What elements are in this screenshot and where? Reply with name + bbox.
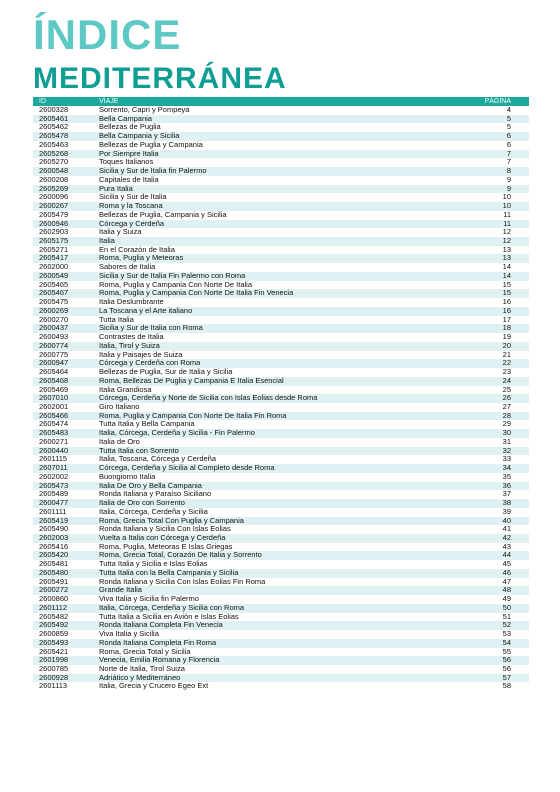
index-table	[33, 97, 529, 691]
cell-id: 2602000	[33, 263, 93, 272]
table-row	[33, 333, 529, 342]
cell-viaje: Capitales de Italia	[93, 176, 449, 185]
table-header	[33, 97, 529, 106]
table-row	[33, 289, 529, 298]
cell-id: 2605271	[33, 246, 93, 255]
cell-viaje: Ronda Italiana Completa Fin Roma	[93, 639, 449, 648]
cell-viaje: Ronda Italiana y Paraíso Siciliano	[93, 490, 449, 499]
cell-pagina: 14	[449, 272, 529, 281]
table-row	[33, 648, 529, 657]
cell-pagina: 17	[449, 316, 529, 325]
cell-pagina: 41	[449, 525, 529, 534]
table-row	[33, 403, 529, 412]
cell-viaje: Roma, Puglia y Campania Con Norte De Italia Fin Venecia	[93, 289, 449, 298]
table-row	[33, 106, 529, 115]
cell-pagina: 47	[449, 578, 529, 587]
cell-id: 2605462	[33, 123, 93, 132]
table-row	[33, 578, 529, 587]
cell-id: 2605270	[33, 158, 93, 167]
cell-id: 2605465	[33, 281, 93, 290]
cell-pagina: 5	[449, 123, 529, 132]
table-row	[33, 351, 529, 360]
cell-id: 2605489	[33, 490, 93, 499]
cell-pagina: 53	[449, 630, 529, 639]
cell-pagina: 30	[449, 429, 529, 438]
cell-viaje: Italia Deslumbrante	[93, 298, 449, 307]
cell-id: 2600774	[33, 342, 93, 351]
cell-pagina: 28	[449, 412, 529, 421]
cell-pagina: 35	[449, 473, 529, 482]
table-row	[33, 560, 529, 569]
cell-pagina: 33	[449, 455, 529, 464]
cell-id: 2600860	[33, 595, 93, 604]
table-row	[33, 447, 529, 456]
cell-pagina: 34	[449, 464, 529, 473]
cell-viaje: Venecia, Emilia Romana y Florencia	[93, 656, 449, 665]
cell-viaje: Sorrento, Capri y Pompeya	[93, 106, 449, 115]
table-row	[33, 482, 529, 491]
table-row	[33, 420, 529, 429]
cell-id: 2605269	[33, 185, 93, 194]
cell-pagina: 29	[449, 420, 529, 429]
cell-id: 2605479	[33, 211, 93, 220]
cell-pagina: 13	[449, 246, 529, 255]
table-row	[33, 490, 529, 499]
table-row	[33, 211, 529, 220]
table-row	[33, 141, 529, 150]
cell-id: 2600493	[33, 333, 93, 342]
cell-id: 2600775	[33, 351, 93, 360]
table-row	[33, 123, 529, 132]
cell-pagina: 20	[449, 342, 529, 351]
cell-pagina: 13	[449, 254, 529, 263]
cell-pagina: 48	[449, 586, 529, 595]
cell-pagina: 32	[449, 447, 529, 456]
cell-viaje: Bellezas de Puglia	[93, 123, 449, 132]
cell-id: 2600437	[33, 324, 93, 333]
cell-viaje: Grande Italia	[93, 586, 449, 595]
cell-id: 2605175	[33, 237, 93, 246]
table-row	[33, 298, 529, 307]
cell-id: 2605491	[33, 578, 93, 587]
table-row	[33, 665, 529, 674]
cell-pagina: 36	[449, 482, 529, 491]
cell-pagina: 58	[449, 682, 529, 691]
cell-pagina: 12	[449, 228, 529, 237]
cell-viaje: Tutta Italia y Bella Campania	[93, 420, 449, 429]
cell-id: 2605481	[33, 560, 93, 569]
cell-id: 2605478	[33, 132, 93, 141]
cell-id: 2605493	[33, 639, 93, 648]
cell-pagina: 23	[449, 368, 529, 377]
cell-viaje: Italia, Toscana, Córcega y Cerdeña	[93, 455, 449, 464]
cell-id: 2605463	[33, 141, 93, 150]
cell-pagina: 18	[449, 324, 529, 333]
cell-pagina: 56	[449, 656, 529, 665]
cell-id: 2602001	[33, 403, 93, 412]
cell-pagina: 24	[449, 377, 529, 386]
table-row	[33, 412, 529, 421]
cell-viaje: Italia, Tirol y Suiza	[93, 342, 449, 351]
cell-viaje: La Toscana y el Arte italiano	[93, 307, 449, 316]
cell-pagina: 56	[449, 665, 529, 674]
cell-id: 2600440	[33, 447, 93, 456]
table-row	[33, 193, 529, 202]
cell-pagina: 22	[449, 359, 529, 368]
cell-viaje: Buongiorno Italia	[93, 473, 449, 482]
cell-viaje: Por Siempre Italia	[93, 150, 449, 159]
table-row	[33, 132, 529, 141]
table-row	[33, 246, 529, 255]
cell-id: 2601998	[33, 656, 93, 665]
table-row	[33, 621, 529, 630]
cell-pagina: 25	[449, 386, 529, 395]
cell-id: 2605483	[33, 429, 93, 438]
cell-viaje: Roma, Puglia y Campania Con Norte De Italia	[93, 281, 449, 290]
cell-pagina: 40	[449, 517, 529, 526]
cell-pagina: 9	[449, 185, 529, 194]
table-row	[33, 272, 529, 281]
table-row	[33, 237, 529, 246]
cell-pagina: 6	[449, 141, 529, 150]
table-row	[33, 254, 529, 263]
cell-viaje: Roma, Grecia Total y Sicilia	[93, 648, 449, 657]
cell-id: 2605474	[33, 420, 93, 429]
cell-pagina: 50	[449, 604, 529, 613]
cell-viaje: Tutta Italia con Sorrento	[93, 447, 449, 456]
cell-viaje: Italia, Córcega, Cerdeña y Sicilia - Fin Palermo	[93, 429, 449, 438]
table-row	[33, 595, 529, 604]
table-row	[33, 569, 529, 578]
cell-pagina: 38	[449, 499, 529, 508]
table-row	[33, 167, 529, 176]
cell-id: 2605416	[33, 543, 93, 552]
cell-pagina: 37	[449, 490, 529, 499]
table-row	[33, 455, 529, 464]
table-row	[33, 543, 529, 552]
table-row	[33, 220, 529, 229]
cell-pagina: 43	[449, 543, 529, 552]
cell-viaje: Tutta Italia a Sicilia en Avión e Islas Eolias	[93, 613, 449, 622]
page-subtitle: MEDITERRÁNEA	[33, 62, 287, 95]
cell-viaje: Toques Italianos	[93, 158, 449, 167]
cell-viaje: Italia De Oro y Bella Campania	[93, 482, 449, 491]
cell-pagina: 49	[449, 595, 529, 604]
cell-id: 2600272	[33, 586, 93, 595]
cell-pagina: 57	[449, 674, 529, 683]
cell-viaje: Tutta Italia con la Bella Campania y Sicilia	[93, 569, 449, 578]
cell-viaje: Ronda Italiana y Sicilia Con Islas Eolias	[93, 525, 449, 534]
table-row	[33, 368, 529, 377]
table-row	[33, 263, 529, 272]
table-row	[33, 517, 529, 526]
cell-id: 2605464	[33, 368, 93, 377]
column-header-viaje: VIAJE	[93, 97, 449, 106]
cell-viaje: Sicilia y Sur de Italia Fin Palermo con Roma	[93, 272, 449, 281]
cell-viaje: Sicilia y Sur de Italia con Roma	[93, 324, 449, 333]
cell-pagina: 15	[449, 289, 529, 298]
cell-id: 2605480	[33, 569, 93, 578]
cell-id: 2602002	[33, 473, 93, 482]
cell-viaje: Bella Campania y Sicilia	[93, 132, 449, 141]
cell-viaje: Ronda Italiana y Sicilia Con Islas Eolias Fin Roma	[93, 578, 449, 587]
table-row	[33, 281, 529, 290]
cell-pagina: 12	[449, 237, 529, 246]
cell-viaje: Giro Italiano	[93, 403, 449, 412]
cell-viaje: Roma, Grecia Total, Corazón De Italia y Sorrento	[93, 551, 449, 560]
cell-pagina: 54	[449, 639, 529, 648]
cell-id: 2602903	[33, 228, 93, 237]
table-row	[33, 499, 529, 508]
table-row	[33, 656, 529, 665]
cell-id: 2605473	[33, 482, 93, 491]
cell-pagina: 11	[449, 220, 529, 229]
table-row	[33, 394, 529, 403]
cell-pagina: 51	[449, 613, 529, 622]
table-row	[33, 202, 529, 211]
cell-id: 2600267	[33, 202, 93, 211]
table-row	[33, 674, 529, 683]
cell-id: 2600859	[33, 630, 93, 639]
table-row	[33, 176, 529, 185]
table-row	[33, 438, 529, 447]
cell-viaje: Italia de Oro	[93, 438, 449, 447]
cell-pagina: 42	[449, 534, 529, 543]
cell-pagina: 26	[449, 394, 529, 403]
table-row	[33, 377, 529, 386]
cell-id: 2605469	[33, 386, 93, 395]
cell-viaje: Bellezas de Puglia, Campania y Sicilia	[93, 211, 449, 220]
cell-pagina: 10	[449, 193, 529, 202]
cell-id: 2600548	[33, 167, 93, 176]
cell-id: 2605475	[33, 298, 93, 307]
cell-pagina: 45	[449, 560, 529, 569]
cell-viaje: Bella Campania	[93, 115, 449, 124]
cell-id: 2600269	[33, 307, 93, 316]
cell-id: 2600549	[33, 272, 93, 281]
cell-pagina: 16	[449, 307, 529, 316]
column-header-pagina: PÁGINA	[449, 97, 529, 106]
cell-id: 2600928	[33, 674, 93, 683]
table-row	[33, 228, 529, 237]
cell-id: 2600271	[33, 438, 93, 447]
cell-id: 2607011	[33, 464, 93, 473]
table-row	[33, 464, 529, 473]
cell-viaje: Italia de Oro con Sorrento	[93, 499, 449, 508]
cell-viaje: Viva Italia y Sicilia	[93, 630, 449, 639]
table-row	[33, 604, 529, 613]
cell-id: 2605490	[33, 525, 93, 534]
cell-viaje: Córcega, Cerdeña y Sicilia al Completo desde Roma	[93, 464, 449, 473]
table-row	[33, 150, 529, 159]
cell-viaje: Italia	[93, 237, 449, 246]
table-row	[33, 682, 529, 691]
page-title: ÍNDICE	[33, 11, 182, 58]
cell-pagina: 8	[449, 167, 529, 176]
cell-id: 2600270	[33, 316, 93, 325]
cell-viaje: Ronda Italiana Completa Fin Venecia	[93, 621, 449, 630]
table-row	[33, 630, 529, 639]
cell-pagina: 21	[449, 351, 529, 360]
table-row	[33, 342, 529, 351]
cell-pagina: 52	[449, 621, 529, 630]
cell-id: 2601115	[33, 455, 93, 464]
cell-viaje: Tutta Italia y Sicilia e Islas Eolias	[93, 560, 449, 569]
table-body	[33, 106, 529, 691]
cell-viaje: Córcega, Cerdeña y Norte de Sicilia con Islas Eolias desde Roma	[93, 394, 449, 403]
cell-pagina: 14	[449, 263, 529, 272]
cell-id: 2605417	[33, 254, 93, 263]
table-row	[33, 324, 529, 333]
cell-id: 2600946	[33, 220, 93, 229]
cell-id: 2605268	[33, 150, 93, 159]
cell-pagina: 19	[449, 333, 529, 342]
table-row	[33, 534, 529, 543]
cell-pagina: 7	[449, 150, 529, 159]
cell-id: 2605468	[33, 377, 93, 386]
cell-viaje: Italia y Suiza	[93, 228, 449, 237]
table-row	[33, 115, 529, 124]
table-row	[33, 551, 529, 560]
cell-viaje: Italia, Grecia y Crucero Egeo Ext	[93, 682, 449, 691]
cell-pagina: 9	[449, 176, 529, 185]
cell-viaje: Roma, Puglia y Campania Con Norte De Italia Fin Roma	[93, 412, 449, 421]
table-row	[33, 429, 529, 438]
column-header-id: ID	[33, 97, 93, 106]
cell-viaje: Contrastes de Italia	[93, 333, 449, 342]
table-row	[33, 359, 529, 368]
cell-viaje: En el Corazón de Italia	[93, 246, 449, 255]
table-row	[33, 525, 529, 534]
cell-pagina: 4	[449, 106, 529, 115]
cell-id: 2600785	[33, 665, 93, 674]
cell-pagina: 6	[449, 132, 529, 141]
table-row	[33, 586, 529, 595]
cell-pagina: 27	[449, 403, 529, 412]
cell-id: 2605492	[33, 621, 93, 630]
cell-id: 2605467	[33, 289, 93, 298]
cell-viaje: Sicilia y Sur de Italia	[93, 193, 449, 202]
table-row	[33, 639, 529, 648]
cell-pagina: 55	[449, 648, 529, 657]
cell-id: 2605482	[33, 613, 93, 622]
cell-viaje: Adriático y Mediterráneo	[93, 674, 449, 683]
cell-viaje: Vuelta a Italia con Córcega y Cerdeña	[93, 534, 449, 543]
cell-id: 2601111	[33, 508, 93, 517]
cell-id: 2605466	[33, 412, 93, 421]
table-row	[33, 316, 529, 325]
cell-id: 2600328	[33, 106, 93, 115]
cell-id: 2600477	[33, 499, 93, 508]
cell-pagina: 31	[449, 438, 529, 447]
cell-viaje: Bellezas de Puglia y Campania	[93, 141, 449, 150]
cell-id: 2600947	[33, 359, 93, 368]
cell-viaje: Roma y la Toscana	[93, 202, 449, 211]
cell-viaje: Córcega y Cerdeña	[93, 220, 449, 229]
cell-pagina: 44	[449, 551, 529, 560]
cell-id: 2605461	[33, 115, 93, 124]
cell-id: 2601112	[33, 604, 93, 613]
cell-viaje: Italia Grandiosa	[93, 386, 449, 395]
cell-pagina: 39	[449, 508, 529, 517]
cell-id: 2600096	[33, 193, 93, 202]
cell-id: 2605420	[33, 551, 93, 560]
cell-viaje: Roma, Bellezas De Puglia y Campania E Italia Esencial	[93, 377, 449, 386]
cell-viaje: Viva Italia y Sicilia fin Palermo	[93, 595, 449, 604]
cell-id: 2602003	[33, 534, 93, 543]
cell-id: 2605421	[33, 648, 93, 657]
cell-viaje: Norte de Italia, Tirol Suiza	[93, 665, 449, 674]
cell-pagina: 46	[449, 569, 529, 578]
cell-viaje: Italia, Córcega, Cerdeña y Sicilia	[93, 508, 449, 517]
cell-viaje: Tutta Italia	[93, 316, 449, 325]
table-row	[33, 158, 529, 167]
cell-pagina: 11	[449, 211, 529, 220]
cell-id: 2605419	[33, 517, 93, 526]
table-row	[33, 613, 529, 622]
cell-viaje: Bellezas de Puglia, Sur de Italia y Sicilia	[93, 368, 449, 377]
cell-viaje: Italia, Córcega, Cerdeña y Sicilia con Roma	[93, 604, 449, 613]
cell-id: 2601113	[33, 682, 93, 691]
table-row	[33, 307, 529, 316]
cell-viaje: Italia y Paisajes de Suiza	[93, 351, 449, 360]
cell-pagina: 15	[449, 281, 529, 290]
table-row	[33, 508, 529, 517]
cell-pagina: 16	[449, 298, 529, 307]
cell-viaje: Sabores de Italia	[93, 263, 449, 272]
table-row	[33, 473, 529, 482]
cell-pagina: 7	[449, 158, 529, 167]
cell-id: 2600208	[33, 176, 93, 185]
table-row	[33, 185, 529, 194]
cell-viaje: Pura Italia	[93, 185, 449, 194]
cell-viaje: Sicilia y Sur de Italia fin Palermo	[93, 167, 449, 176]
cell-viaje: Roma, Puglia y Meteoras	[93, 254, 449, 263]
cell-viaje: Roma, Puglia, Meteoras E Islas Griegas	[93, 543, 449, 552]
cell-pagina: 10	[449, 202, 529, 211]
table-row	[33, 386, 529, 395]
cell-id: 2607010	[33, 394, 93, 403]
cell-viaje: Córcega y Cerdeña con Roma	[93, 359, 449, 368]
header-row	[33, 97, 529, 106]
cell-viaje: Roma, Grecia Total Con Puglia y Campania	[93, 517, 449, 526]
cell-pagina: 5	[449, 115, 529, 124]
